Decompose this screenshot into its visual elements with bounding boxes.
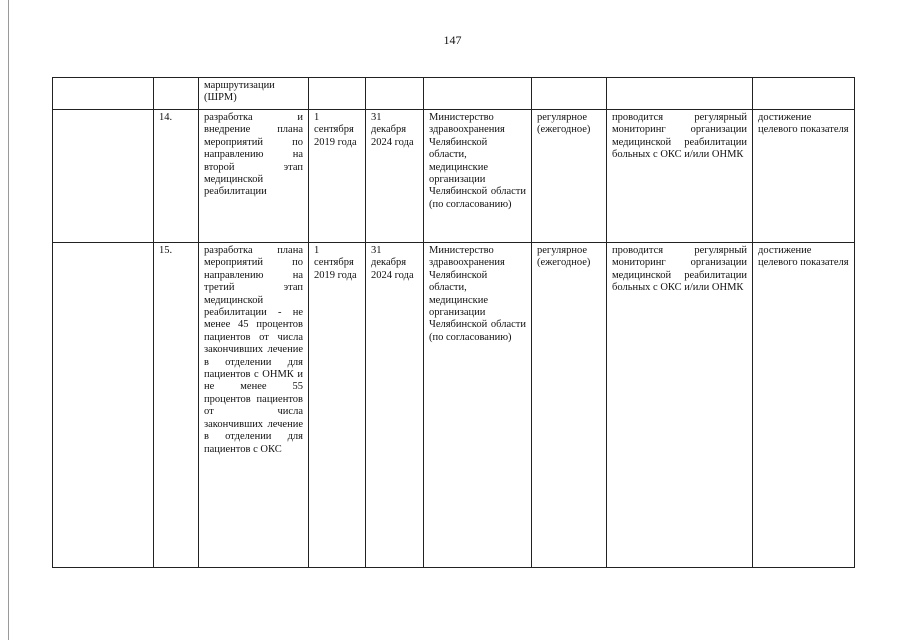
- page-left-edge: [8, 0, 9, 640]
- table-row: [53, 243, 855, 568]
- row-number-cell: [154, 78, 199, 110]
- blank-cell: [53, 243, 154, 568]
- end-date-cell: 31 декабря 2024 года: [366, 110, 424, 243]
- control-cell: проводится регулярный мониторинг организации медицинской реабилитации больных с ОКС и/или ОНМК: [607, 110, 753, 243]
- executor-cell: Министерство здравоохранения Челябинской области, медицинские организации Челябинской области (по согласованию): [424, 110, 532, 243]
- table-row: [53, 78, 855, 110]
- start-date-cell: 1 сентября 2019 года: [309, 243, 366, 568]
- periodicity-cell: регулярное (ежегодное): [532, 243, 607, 568]
- page-number: 147: [443, 33, 462, 47]
- activity-cell: разработка плана мероприятий по направлению на третий этап медицинской реабилитации - не менее 45 процентов пациентов от числа закончивших лечение в отделении для пациентов с ОНМК и не менее 55 процентов пациентов от числа закончивших лечение в отделении для пациентов с ОКС: [199, 243, 309, 568]
- result-cell: достижение целевого показателя: [753, 110, 855, 243]
- periodicity-cell: регулярное (ежегодное): [532, 110, 607, 243]
- control-cell: проводится регулярный мониторинг организации медицинской реабилитации больных с ОКС и/или ОНМК: [607, 243, 753, 568]
- executor-cell: [424, 78, 532, 110]
- start-date-cell: [309, 78, 366, 110]
- table-row: [53, 110, 855, 243]
- end-date-cell: 31 декабря 2024 года: [366, 243, 424, 568]
- executor-cell: Министерство здравоохранения Челябинской области, медицинские организации Челябинской области (по согласованию): [424, 243, 532, 568]
- periodicity-cell: [532, 78, 607, 110]
- start-date-cell: 1 сентября 2019 года: [309, 110, 366, 243]
- blank-cell: [53, 110, 154, 243]
- activity-cell: разработка и внедрение плана мероприятий по направлению на второй этап медицинской реабилитации: [199, 110, 309, 243]
- result-cell: [753, 78, 855, 110]
- row-number-cell: 15.: [154, 243, 199, 568]
- activity-cell: маршрутизации (ШРМ): [199, 78, 309, 110]
- result-cell: достижение целевого показателя: [753, 243, 855, 568]
- row-number-cell: 14.: [154, 110, 199, 243]
- blank-cell: [53, 78, 154, 110]
- control-cell: [607, 78, 753, 110]
- end-date-cell: [366, 78, 424, 110]
- plan-table: [52, 77, 855, 568]
